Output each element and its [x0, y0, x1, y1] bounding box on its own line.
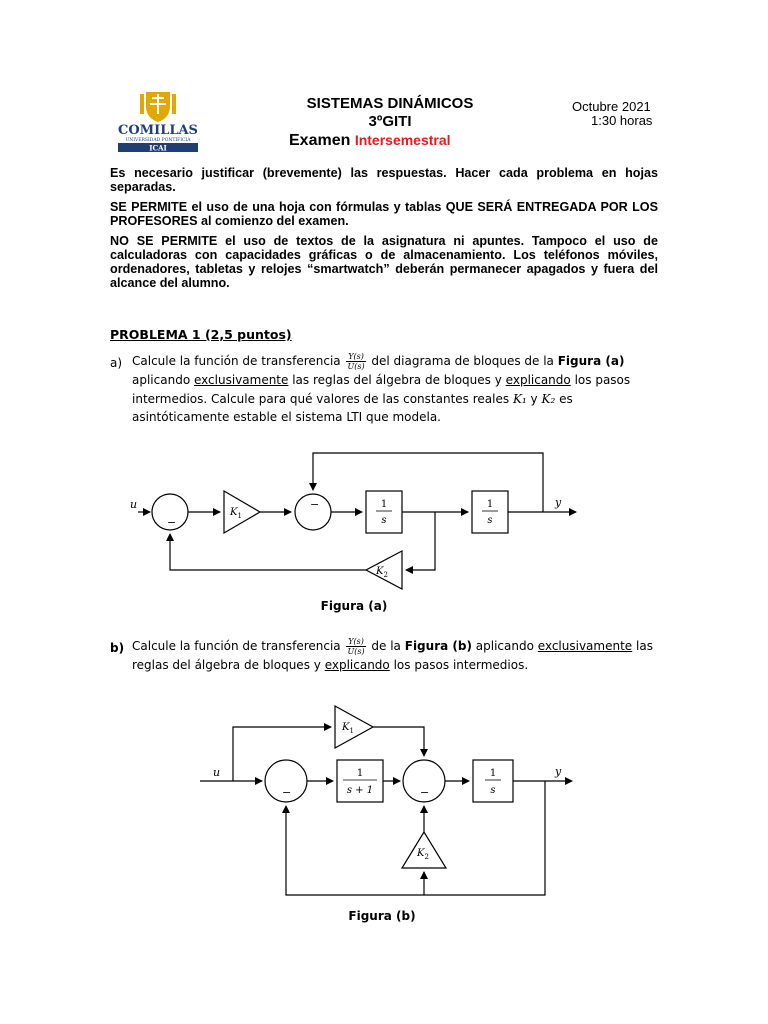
integrator-2 — [472, 491, 508, 533]
part-b-t1: Calcule la función de transferencia — [132, 639, 341, 653]
emphasis-exclusivamente-b: exclusivamente — [537, 639, 633, 653]
figure-b-reference: Figura (b) — [404, 639, 472, 653]
block-1-num: 1 — [356, 768, 364, 779]
part-b-t2: de la — [371, 639, 401, 653]
figure-a-block-diagram — [110, 445, 590, 595]
part-a-t3: aplicando — [132, 373, 191, 387]
part-a-t4: las reglas del álgebra de bloques y — [292, 373, 502, 387]
k2-label: $K_2$ — [376, 566, 388, 579]
emphasis-explicando: explicando — [505, 373, 571, 387]
output-y-label-b: y — [555, 765, 562, 778]
gain-k1-b — [335, 706, 373, 748]
block-1-den: s + 1 — [346, 785, 374, 796]
block-2-num: 1 — [489, 768, 497, 779]
figure-a-reference: Figura (a) — [557, 354, 625, 368]
part-a-text — [132, 352, 660, 427]
part-a-t2: del diagrama de bloques de la — [371, 354, 554, 368]
part-a-label: a) — [110, 356, 123, 370]
logo-subtitle: UNIVERSIDAD PONTIFICIA — [125, 138, 191, 143]
figure-a-caption: Figura (a) — [320, 599, 388, 613]
exam-date: Octubre 2021 — [572, 99, 651, 114]
figure-b-block-diagram — [195, 690, 580, 905]
minus-sign-b2: − — [420, 786, 430, 799]
course-code: 3ºGITI — [368, 113, 412, 130]
emphasis-explicando-b: explicando — [324, 658, 390, 672]
block-2-den: s — [490, 785, 496, 796]
constant-k1: K₁ — [512, 391, 527, 406]
exam-label: Examen — [289, 132, 351, 149]
instruction-justify: Es necesario justificar (brevemente) las respuestas. Hacer cada problema en hojas separadas. — [110, 166, 658, 194]
tf-denominator: U(s) — [347, 362, 365, 371]
exam-type: Intersemestral — [354, 132, 451, 148]
tf-b-numerator: Y(s) — [348, 637, 364, 646]
tf-b-denominator: U(s) — [347, 647, 365, 656]
part-b-t5: los pasos intermedios. — [393, 658, 529, 672]
problem-1-title: PROBLEMA 1 (2,5 puntos) — [110, 327, 292, 342]
tf-numerator: Y(s) — [348, 352, 364, 361]
part-b-label: b) — [110, 641, 125, 655]
part-a-t1: Calcule la función de transferencia — [132, 354, 341, 368]
part-a-and: y — [530, 391, 538, 406]
emphasis-exclusivamente: exclusivamente — [193, 373, 289, 387]
integrator-2-num: 1 — [486, 499, 494, 510]
constant-k2: K₂ — [541, 391, 556, 406]
logo-wordmark: COMILLAS — [118, 123, 198, 138]
exam-duration: 1:30 horas — [591, 113, 653, 128]
transfer-function-fraction — [346, 352, 365, 371]
crest-icon — [140, 92, 176, 122]
k2-label-b: $K_2$ — [417, 848, 429, 861]
part-a-t5: los pasos intermedios. Calcule para qué valores de las constantes reales — [132, 373, 631, 406]
k1-label-b: $K_1$ — [342, 722, 354, 735]
output-y-label: y — [555, 496, 562, 509]
instructions — [110, 166, 658, 296]
integrator-1 — [366, 491, 402, 533]
course-title: SISTEMAS DINÁMICOS — [306, 95, 474, 112]
minus-sign-b1: − — [282, 786, 292, 799]
transfer-function-fraction-b — [346, 637, 365, 656]
integrator-1-num: 1 — [380, 499, 388, 510]
gain-k2 — [366, 551, 402, 589]
instruction-prohibited: NO SE PERMITE el uso de textos de la asignatura ni apuntes. Tampoco el uso de calculadoras con capacidades gráficas o de almacenamiento. Los teléfonos móviles, ordenadores, tabletas y relojes “smartwatch” deberán permanecer apagados y fuera del alcance del alumno. — [110, 234, 658, 290]
instruction-formula-sheet: SE PERMITE el uso de una hoja con fórmulas y tablas QUE SERÁ ENTREGADA POR LOS PROFESORES al comienzo del examen. — [110, 200, 658, 228]
exam-heading — [289, 132, 451, 150]
input-u-label: u — [130, 498, 138, 511]
integrator-1-den: s — [381, 515, 387, 526]
figure-b-caption: Figura (b) — [348, 909, 416, 923]
part-b-t3: aplicando — [475, 639, 534, 653]
logo-badge: ICAI — [149, 143, 167, 152]
part-a-t6: es asintóticamente estable el sistema LTI que modela. — [132, 391, 573, 424]
minus-sign-2: − — [310, 498, 320, 511]
integrator-2-den: s — [487, 515, 493, 526]
part-b-t4: las reglas del álgebra de bloques y — [132, 639, 653, 672]
input-u-label-b: u — [213, 766, 221, 779]
part-b-text — [132, 637, 660, 675]
k1-label: $K_1$ — [230, 507, 242, 520]
comillas-icai-logo — [116, 88, 200, 152]
minus-sign-1: − — [167, 516, 177, 529]
